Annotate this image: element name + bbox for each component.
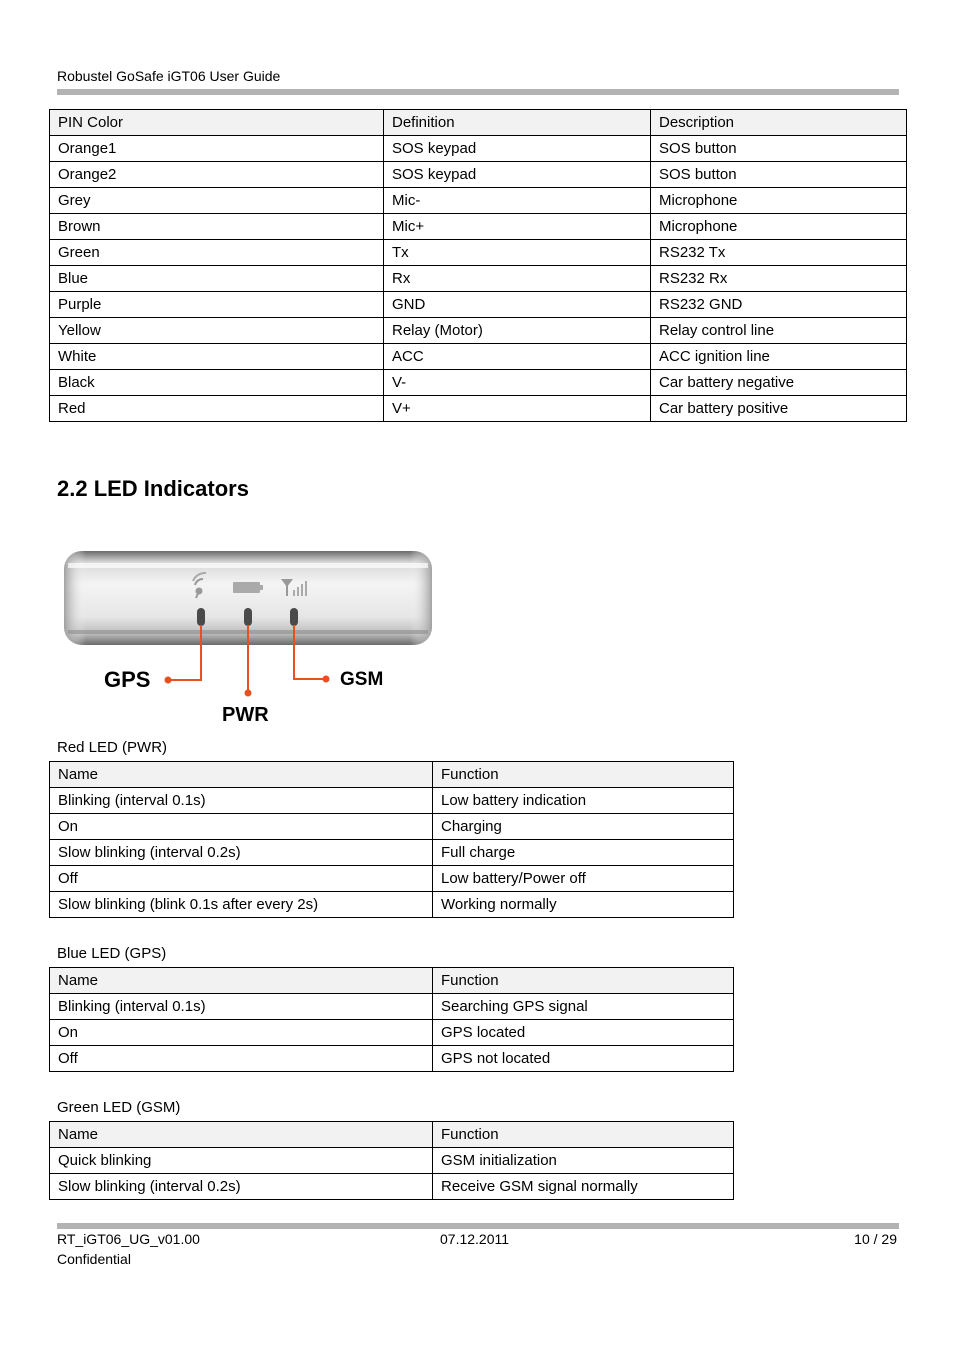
table-header-row [50,762,734,788]
table-row [50,136,907,162]
table-cell: V+ [384,396,651,422]
table-cell: Off [50,1046,433,1072]
table-cell: SOS button [651,162,907,188]
battery-icon [233,582,263,593]
table-cell: Grey [50,188,384,214]
column-header: Function [433,1122,734,1148]
table-cell: Slow blinking (interval 0.2s) [50,840,433,866]
table-cell: Receive GSM signal normally [433,1174,734,1200]
table-cell: Mic+ [384,214,651,240]
table-cell: Quick blinking [50,1148,433,1174]
table-cell: White [50,344,384,370]
table-cell: SOS keypad [384,136,651,162]
gsm-led [290,608,298,626]
table-row [50,814,734,840]
table-cell: Purple [50,292,384,318]
column-header: Name [50,1122,433,1148]
table-cell: On [50,814,433,840]
table-row [50,162,907,188]
table-cell: GPS located [433,1020,734,1046]
red-led-table [49,761,734,918]
table-row [50,266,907,292]
table-cell: Low battery indication [433,788,734,814]
led-device-figure [60,545,440,730]
document-header-title: Robustel GoSafe iGT06 User Guide [57,68,281,84]
table-cell: Working normally [433,892,734,918]
table-cell: GPS not located [433,1046,734,1072]
column-header: Name [50,968,433,994]
table-cell: Microphone [651,214,907,240]
blue-led-table [49,967,734,1072]
table-row [50,866,734,892]
table-cell: Mic- [384,188,651,214]
table-row [50,1148,734,1174]
pin-table [49,109,907,422]
table-cell: Orange1 [50,136,384,162]
table-cell: Rx [384,266,651,292]
table-cell: Car battery positive [651,396,907,422]
table-row [50,214,907,240]
pwr-led [244,608,252,626]
table-cell: Searching GPS signal [433,994,734,1020]
table-cell: Tx [384,240,651,266]
footer-date: 07.12.2011 [440,1231,510,1247]
table-cell: On [50,1020,433,1046]
pwr-label: PWR [222,704,269,726]
table-cell: Orange2 [50,162,384,188]
footer-rule [57,1223,899,1229]
table-header-row [50,1122,734,1148]
gps-led [197,608,205,626]
table-cell: V- [384,370,651,396]
column-header: Function [433,762,734,788]
table-cell: ACC ignition line [651,344,907,370]
table-cell: Slow blinking (blink 0.1s after every 2s) [50,892,433,918]
table-cell: Off [50,866,433,892]
table-cell: Yellow [50,318,384,344]
gsm-label: GSM [340,669,384,690]
table-row [50,396,907,422]
header-rule [57,89,899,95]
table-cell: RS232 Rx [651,266,907,292]
table-cell: SOS button [651,136,907,162]
table-row [50,370,907,396]
table-cell: Charging [433,814,734,840]
column-header: Function [433,968,734,994]
footer-confidential: Confidential [57,1251,131,1267]
column-header: Name [50,762,433,788]
table-cell: Black [50,370,384,396]
table-row [50,318,907,344]
table-cell: Blue [50,266,384,292]
column-header: Description [651,110,907,136]
table-cell: Full charge [433,840,734,866]
table-row [50,292,907,318]
table-cell: Relay control line [651,318,907,344]
table-row [50,344,907,370]
footer-doc-id: RT_iGT06_UG_v01.00 [57,1231,200,1247]
table-cell: SOS keypad [384,162,651,188]
table-cell: Blinking (interval 0.1s) [50,994,433,1020]
gps-label: GPS [104,667,151,692]
table-cell: Slow blinking (interval 0.2s) [50,1174,433,1200]
green-led-caption: Green LED (GSM) [57,1099,181,1116]
table-row [50,994,734,1020]
table-cell: GSM initialization [433,1148,734,1174]
column-header: Definition [384,110,651,136]
table-cell: GND [384,292,651,318]
table-row [50,1046,734,1072]
table-row [50,788,734,814]
table-row [50,1020,734,1046]
table-cell: RS232 Tx [651,240,907,266]
table-row [50,1174,734,1200]
table-cell: ACC [384,344,651,370]
red-led-caption: Red LED (PWR) [57,739,168,756]
table-row [50,240,907,266]
table-header-row [50,110,907,136]
table-header-row [50,968,734,994]
table-cell: RS232 GND [651,292,907,318]
table-cell: Microphone [651,188,907,214]
table-row [50,188,907,214]
section-title: 2.2 LED Indicators [57,476,249,501]
table-cell: Car battery negative [651,370,907,396]
table-row [50,840,734,866]
blue-led-caption: Blue LED (GPS) [57,945,167,962]
table-cell: Blinking (interval 0.1s) [50,788,433,814]
table-cell: Brown [50,214,384,240]
table-cell: Green [50,240,384,266]
green-led-table [49,1121,734,1200]
table-cell: Red [50,396,384,422]
column-header: PIN Color [50,110,384,136]
footer-page-number: 10 / 29 [854,1231,897,1247]
table-row [50,892,734,918]
table-cell: Low battery/Power off [433,866,734,892]
table-cell: Relay (Motor) [384,318,651,344]
